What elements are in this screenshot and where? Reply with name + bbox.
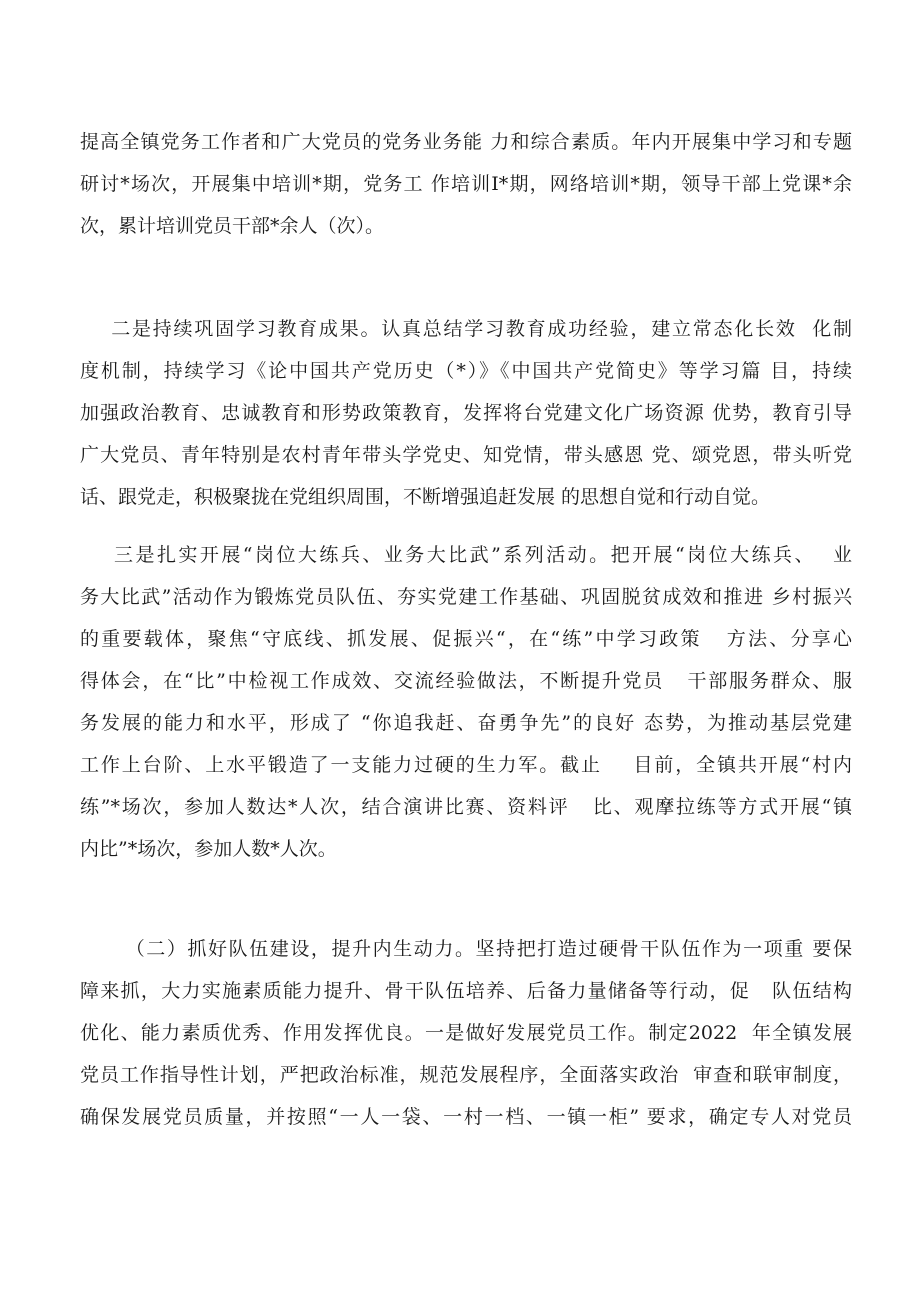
paragraph-team-building: [80, 928, 852, 1138]
text-line: 党员工作指导性计划，严把政治标准，规范发展程序，全面落实政治 审查和联审制度，: [80, 1064, 852, 1086]
text-line: 研讨*场次，开展集中培训*期，党务工 作培训I*期，网络培训*期，领导干部上党课*余: [80, 173, 852, 195]
text-line: 确保发展党员质量，并按照“一人一袋、一村一档、一镇一柜” 要求，确定专人对党员: [80, 1106, 852, 1128]
text-line: 二是持续巩固学习教育成果。认真总结学习教育成功经验，建立常态化长效 化制: [80, 318, 852, 340]
text-line: 工作上台阶、上水平锻造了一支能力过硬的生力军。截止 目前，全镇共开展“村内: [80, 754, 852, 776]
text-line: 次，累计培训党员干部*余人（次）。: [80, 215, 385, 237]
text-line: 话、跟党走，积极聚拢在党组织周围，不断增强追赶发展 的思想自觉和行动自觉。: [80, 486, 771, 508]
text-line: 的重要载体，聚焦“守底线、抓发展、促振兴“，在“练”中学习政策 方法、分享心: [80, 628, 852, 650]
text-line: （二）抓好队伍建设，提升内生动力。坚持把打造过硬骨干队伍作为一项重 要保: [80, 938, 852, 960]
text-line: 障来抓，大力实施素质能力提升、骨干队伍培养、后备力量储备等行动，促 队伍结构: [80, 980, 852, 1002]
text-line: 度机制，持续学习《论中国共产党历史（*）》《中国共产党简史》等学习篇 目，持续: [80, 360, 852, 382]
text-line: 务发展的能力和水平，形成了 “你追我赶、奋勇争先”的良好 态势，为推动基层党建: [80, 712, 852, 734]
paragraph-training-summary: [80, 121, 852, 247]
text-line: 加强政治教育、忠诚教育和形势政策教育，发挥将台党建文化广场资源 优势，教育引导: [80, 402, 852, 424]
paragraph-consolidate-learning: [80, 308, 852, 518]
text-line: 广大党员、青年特别是农村青年带头学党史、知党情，带头感恩 党、颂党恩，带头听党: [80, 444, 852, 466]
paragraph-skills-competition: [80, 534, 852, 870]
text-line: 优化、能力素质优秀、作用发挥优良。一是做好发展党员工作。制定2022 年全镇发展: [80, 1022, 852, 1044]
text-line: 提高全镇党务工作者和广大党员的党务业务能 力和综合素质。年内开展集中学习和专题: [80, 131, 852, 153]
text-line: 内比”*场次，参加人数*人次。: [80, 838, 337, 860]
text-line: 务大比武”活动作为锻炼党员队伍、夯实党建工作基础、巩固脱贫成效和推进 乡村振兴: [80, 586, 852, 608]
text-line: 练”*场次，参加人数达*人次，结合演讲比赛、资料评 比、观摩拉练等方式开展“镇: [80, 796, 852, 818]
text-line: 三是扎实开展“岗位大练兵、业务大比武”系列活动。把开展“岗位大练兵、 业: [80, 544, 852, 566]
text-line: 得体会，在“比”中检视工作成效、交流经验做法，不断提升党员 干部服务群众、服: [80, 670, 852, 692]
